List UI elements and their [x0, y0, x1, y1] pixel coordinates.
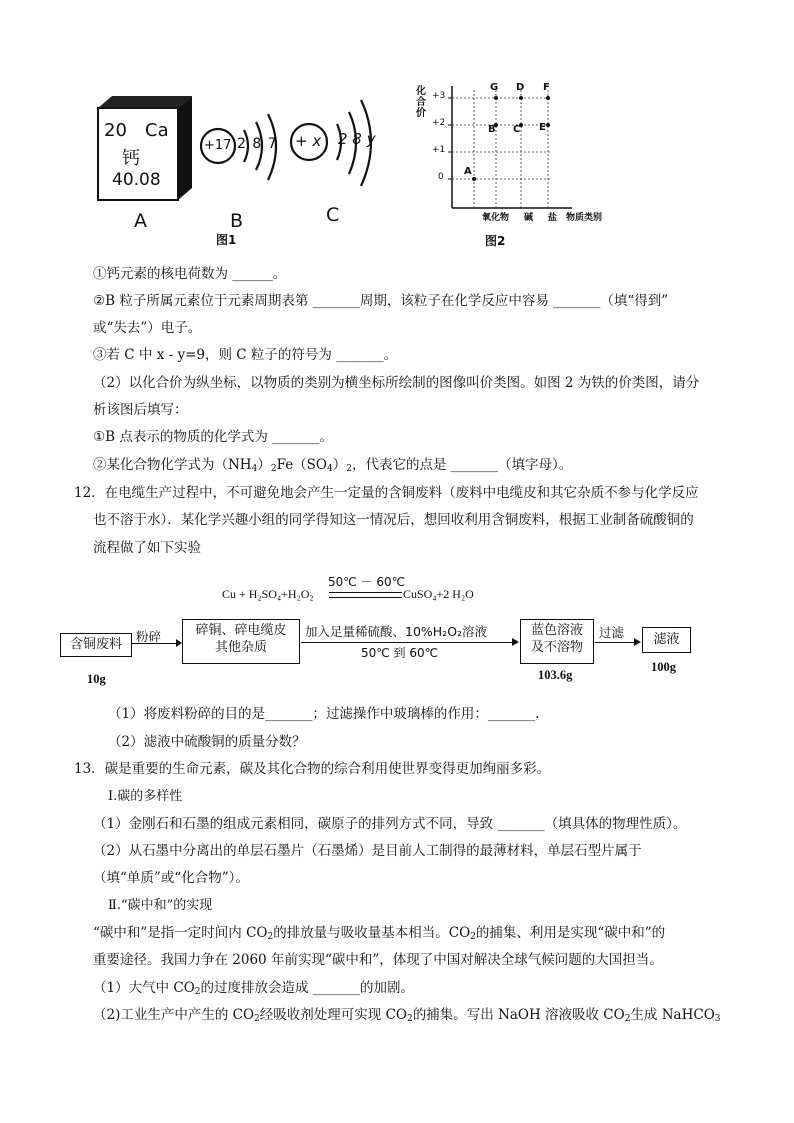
q12-sub-2: （2）滤液中硫酸铜的质量分数？: [108, 734, 306, 750]
point-g: [494, 96, 498, 100]
chart2-ytick-3: +3: [432, 91, 446, 101]
atom-c-electrons: 2 8 y: [338, 130, 376, 148]
q11-line-5: （2）以化合价为纵坐标，以物质的类别为横坐标所绘制的图像叫价类图。如图 2 为铁的价类图，请分: [93, 375, 700, 391]
chart2-label-a: A: [464, 166, 472, 177]
figure2-caption: 图2: [485, 234, 506, 248]
flow-box-solution: 蓝色溶液 及不溶物: [520, 619, 594, 664]
q13-heading-2: Ⅱ.“碳中和”的实现: [108, 898, 213, 913]
flow-mass-4: 100g: [651, 660, 676, 674]
q11-line-7: ①B 点表示的物质的化学式为 _______。: [93, 429, 333, 445]
chart2-label-c: C: [513, 124, 521, 135]
flow-box-waste: 含铜废料: [60, 633, 132, 657]
atom-b-nucleus: +17: [204, 138, 232, 153]
q11-line-4: ③若 C 中 x - y=9，则 C 粒子的符号为 _______。: [93, 347, 397, 363]
flow-label-reagent: 加入足量稀硫酸、10%H₂O₂溶液: [305, 624, 488, 639]
chart2-label-f: F: [543, 82, 550, 93]
q13-para-1: “碳中和”是指一定时间内 $CO_2$的排放量与吸收量基本相当。$CO_2$的捕集、利用是实现“碳中和”的: [93, 925, 666, 942]
label-c: C: [326, 204, 340, 226]
flow-label-temp: 50℃ 到 60℃: [361, 646, 439, 660]
element-mass: 40.08: [112, 170, 161, 190]
q12-line-1: 12．在电缆生产过程中，不可避免地会产生一定量的含铜废料（废料中电缆皮和其它杂质不参与化学反应: [74, 485, 699, 501]
q13-sub-2a: （2）从石墨中分离出的单层石墨片（石墨烯）是目前人工制得的最薄材料，单层石型片属于: [93, 843, 642, 859]
equation-right: CuSO₄+2 H₂O: [403, 587, 474, 601]
atom-c-nucleus: + x: [295, 132, 322, 150]
flow-arrow-3: [595, 642, 637, 643]
q13-sub-2b: （填“单质”或“化合物”）。: [93, 870, 249, 886]
point-e: [546, 123, 550, 127]
atom-b-shells: [198, 108, 288, 208]
q13-sub-1: （1）金刚石和石墨的组成元素相同，碳原子的排列方式不同，导致 _______（填具体的物理性质）。: [93, 816, 687, 832]
q12-line-2: 也不溶于水）．某化学兴趣小组的同学得知这一情况后，想回收利用含铜废料，根据工业制备硫酸铜的: [93, 512, 694, 528]
q11-line-1: ①钙元素的核电荷数为 ______。: [93, 266, 287, 282]
q11-line-6: 析该图后填写：: [93, 402, 188, 418]
chart2-label-b: B: [488, 124, 496, 135]
figure-2: [412, 80, 632, 250]
figure-1: [90, 88, 390, 248]
flow-arrow-3-head: [634, 638, 641, 646]
q13-heading-1: Ⅰ.碳的多样性: [108, 789, 183, 804]
point-f: [546, 96, 550, 100]
q13-line-1: 13．碳是重要的生命元素，碳及其化合物的综合利用使世界变得更加绚丽多彩。: [74, 761, 551, 777]
q13-t2: （2)工业生产中产生的 $CO_2$经吸收剂处理可实现 $CO_2$的捕集。写出 NaOH 溶液吸收 $CO_2$生成 NaHCO$_3$: [93, 1007, 721, 1024]
label-a: A: [134, 210, 147, 232]
q12-sub-1: （1）将废料粉碎的目的是_______；过滤操作中玻璃棒的作用：_______.: [108, 706, 540, 722]
chart2-xlabel-base: 碱: [524, 213, 534, 223]
point-a: [472, 177, 476, 181]
q13-para-2: 重要途径。我国力争在 2060 年前实现“碳中和”，体现了中国对解决全球气候问题的大国担当。: [93, 952, 663, 968]
q11-line-2: ②B 粒子所属元素位于元素周期表第 _______周期，该粒子在化学反应中容易 _______（填“得到”: [93, 293, 669, 309]
q13-t1: （1）大气中 $CO_2$的过度排放会造成 _______的加剧。: [93, 980, 415, 997]
chart2-xlabel-salt: 盐: [548, 213, 558, 223]
label-b: B: [230, 210, 244, 232]
chart2-ytick-0: 0: [438, 172, 444, 182]
point-d: [519, 96, 523, 100]
flow-label-filter: 过滤: [599, 625, 625, 640]
flow-mass-3: 103.6g: [538, 668, 573, 682]
element-number: 20: [104, 120, 127, 141]
q11-line-3: 或“失去”）电子。: [93, 320, 202, 336]
element-name: 钙: [122, 148, 140, 169]
atom-c-shells: [287, 98, 387, 208]
chart2-label-d: D: [516, 82, 525, 93]
equation-condition: 50℃ － 60℃: [328, 575, 406, 589]
atom-b-electrons: 2 8 7: [237, 136, 277, 152]
chart2-ylabel: 化合价: [416, 86, 426, 119]
flow-arrow-2: [301, 642, 514, 643]
chart2-label-g: G: [490, 82, 499, 93]
equation-equals: [329, 592, 402, 598]
q12-line-3: 流程做了如下实验: [93, 540, 201, 556]
element-symbol: Ca: [145, 120, 169, 141]
chart2-ytick-1: +1: [432, 145, 446, 155]
chart2-ytick-2: +2: [432, 118, 446, 128]
flow-arrow-2-head: [512, 638, 519, 646]
valence-class-chart: [412, 80, 632, 230]
flow-mass-1: 10g: [87, 672, 106, 686]
chart2-xlabel-class: 物质类别: [566, 213, 603, 223]
q11-line-8: ②某化合物化学式为$(NH_4)_2Fe(SO_4)_2$，代表它的点是 _______（填字母）。: [93, 457, 573, 474]
chart2-xlabel-oxide: 氧化物: [482, 213, 510, 223]
flow-box-crushed: 碎铜、碎电缆皮 其他杂质: [182, 619, 300, 664]
flow-label-crush: 粉碎: [136, 629, 162, 644]
flow-box-filtrate: 滤液: [642, 627, 691, 653]
figure1-caption: 图1: [216, 233, 237, 247]
equation-left: Cu + H₂SO₄+H₂O₂: [222, 587, 314, 601]
chart2-label-e: E: [539, 122, 546, 133]
